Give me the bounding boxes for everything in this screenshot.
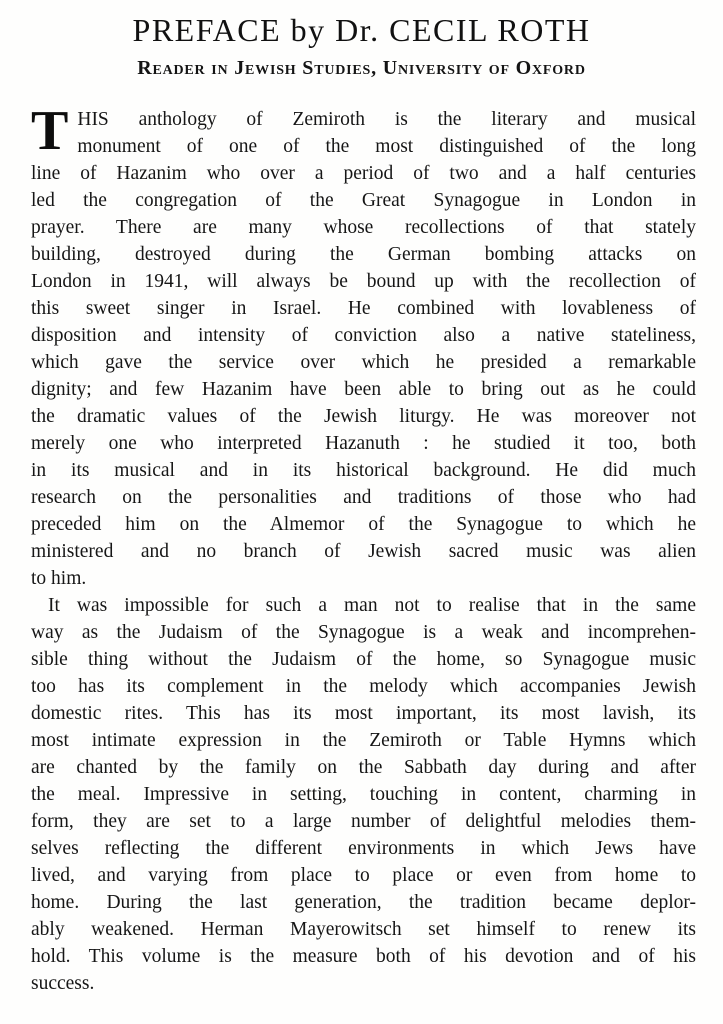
text-line: research on the personalities and traditions of those who had	[31, 487, 696, 508]
text-line: the dramatic values of the Jewish liturgy. He was moreover not	[31, 406, 696, 427]
text-line: dignity; and few Hazanim have been able to bring out as he could	[31, 379, 696, 400]
text-line: success.	[31, 973, 95, 994]
text-line: this sweet singer in Israel. He combined with lovableness of	[31, 298, 696, 319]
text-line: merely one who interpreted Hazanuth : he studied it too, both	[31, 433, 696, 454]
text-line: monument of one of the most distinguished of the long	[77, 136, 696, 157]
text-line: line of Hazanim who over a period of two and a half centuries	[31, 163, 696, 184]
drop-cap: T	[31, 100, 69, 162]
text-line: too has its complement in the melody which accompanies Jewish	[31, 676, 696, 697]
text-line: HIS anthology of Zemiroth is the literary and musical	[77, 109, 696, 130]
text-line: to him.	[31, 568, 87, 589]
text-line: It was impossible for such a man not to realise that in the same	[48, 595, 696, 616]
text-line: most intimate expression in the Zemiroth or Table Hymns which	[31, 730, 696, 751]
text-line: form, they are set to a large number of delightful melodies them-	[31, 811, 696, 832]
text-line: way as the Judaism of the Synagogue is a weak and incomprehen-	[31, 622, 696, 643]
page-subtitle: Reader in Jewish Studies, University of Oxford	[137, 57, 586, 79]
text-line: the meal. Impressive in setting, touching in content, charming in	[31, 784, 696, 805]
text-line: in its musical and in its historical background. He did much	[31, 460, 696, 481]
text-line: hold. This volume is the measure both of his devotion and of his	[31, 946, 696, 967]
body-text	[31, 100, 696, 997]
page-title: PREFACE by Dr. CECIL ROTH	[132, 12, 591, 48]
paragraph	[31, 592, 696, 997]
paragraph	[31, 100, 696, 592]
text-line: are chanted by the family on the Sabbath day during and after	[31, 757, 696, 778]
text-line: sible thing without the Judaism of the home, so Synagogue music	[31, 649, 696, 670]
text-line: domestic rites. This has its most important, its most lavish, its	[31, 703, 696, 724]
text-line: led the congregation of the Great Synagogue in London in	[31, 190, 696, 211]
text-line: disposition and intensity of conviction also a native stateliness,	[31, 325, 696, 346]
text-line: selves reflecting the different environments in which Jews have	[31, 838, 696, 859]
text-line: preceded him on the Almemor of the Synagogue to which he	[31, 514, 696, 535]
text-line: London in 1941, will always be bound up with the recollection of	[31, 271, 696, 292]
text-line: prayer. There are many whose recollections of that stately	[31, 217, 696, 238]
text-line: home. During the last generation, the tradition became deplor-	[31, 892, 696, 913]
text-line: ministered and no branch of Jewish sacred music was alien	[31, 541, 696, 562]
text-line: lived, and varying from place to place or even from home to	[31, 865, 696, 886]
text-line: building, destroyed during the German bombing attacks on	[31, 244, 696, 265]
text-line: ably weakened. Herman Mayerowitsch set himself to renew its	[31, 919, 696, 940]
text-line: which gave the service over which he presided a remarkable	[31, 352, 696, 373]
